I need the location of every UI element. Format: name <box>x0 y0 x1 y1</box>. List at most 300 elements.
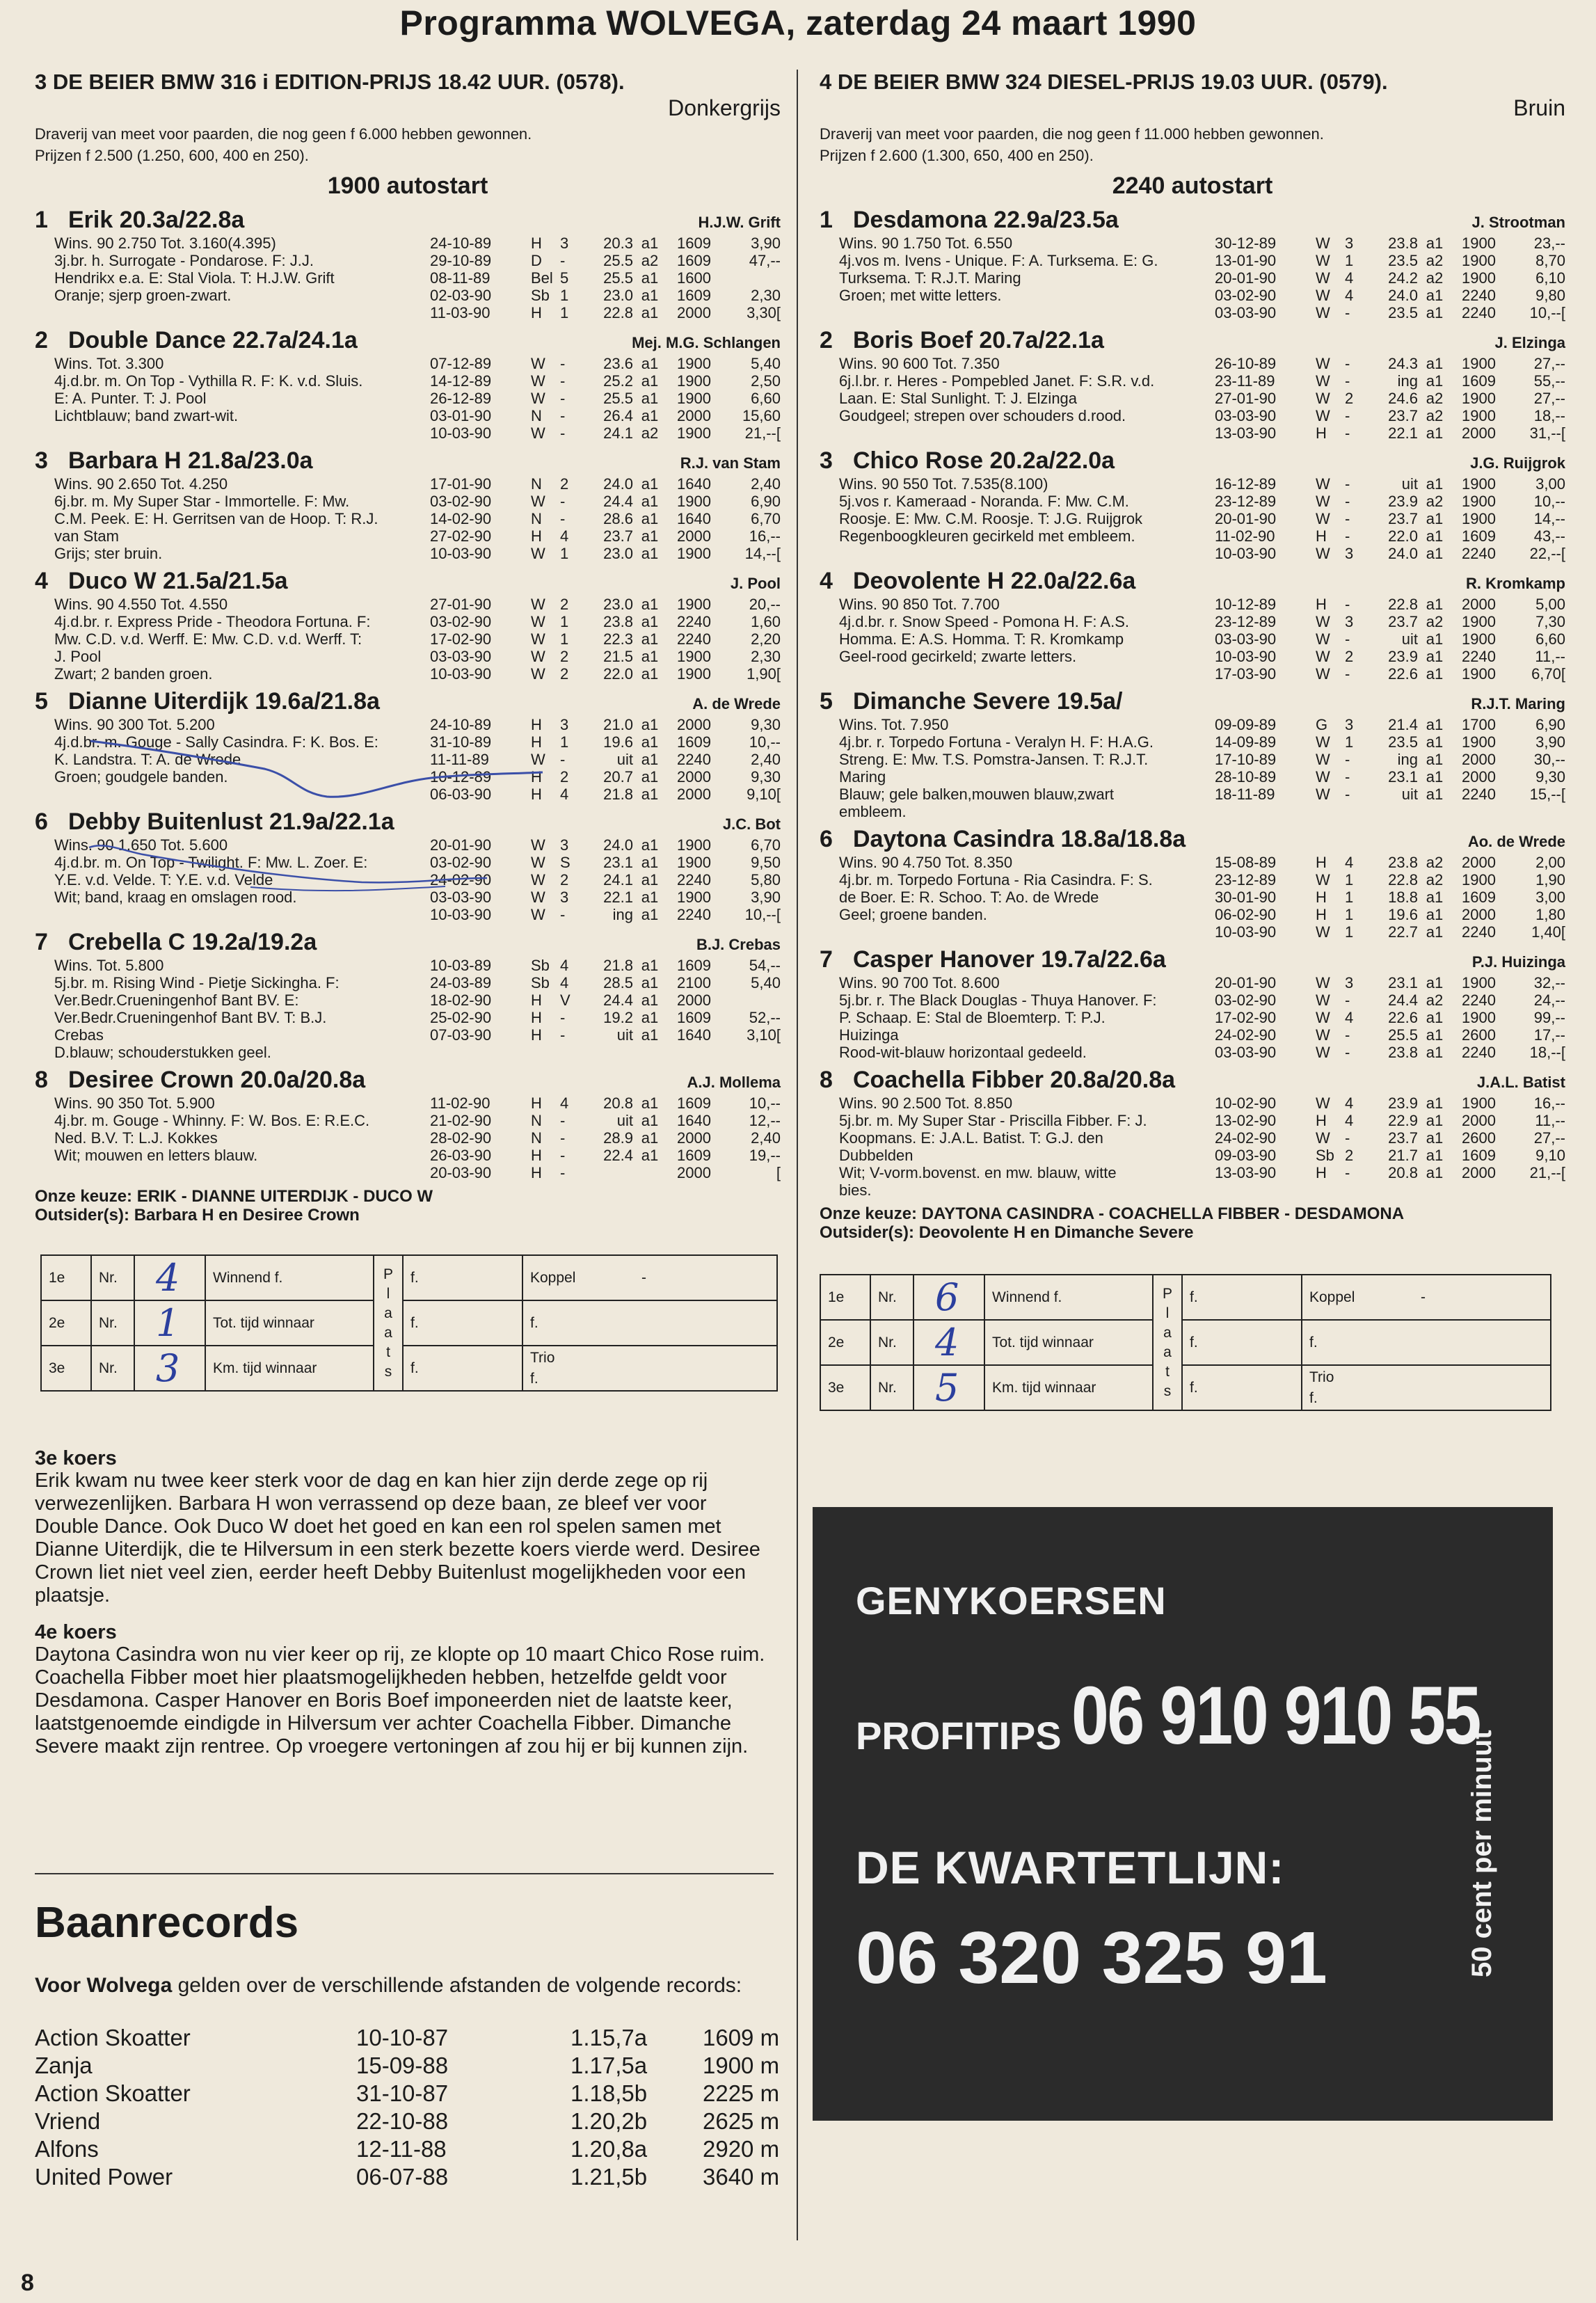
horse-info <box>35 957 430 1061</box>
form-record-cell: W <box>1316 871 1330 888</box>
form-record-cell: 1,90 <box>1535 871 1565 888</box>
horse-name: Daytona Casindra 18.8a/18.8a <box>853 826 1186 852</box>
form-record-cell: - <box>560 906 566 923</box>
horse-info-line: Wins. 90 550 Tot. 7.535(8.100) <box>839 475 1048 493</box>
form-record-cell: 24.4 <box>603 493 633 510</box>
form-record-cell: - <box>560 252 566 269</box>
horse-details <box>35 234 781 321</box>
horse-trainer: B.J. Crebas <box>696 936 781 953</box>
form-record-cell: a1 <box>641 906 659 923</box>
form-record-row <box>1215 527 1565 545</box>
form-record-cell: 22.7 <box>1388 923 1418 941</box>
baanrecord-cell: 1.17,5a <box>570 2053 648 2078</box>
form-record-cell: Sb <box>1316 1147 1334 1164</box>
form-record-cell: 09-03-90 <box>1215 1147 1277 1164</box>
baanrecord-cell: 2920 m <box>703 2136 780 2162</box>
form-record-cell: 23.5 <box>1388 304 1418 321</box>
outsiders-label: Outsider(s): <box>820 1223 915 1242</box>
horse-details <box>820 475 1565 562</box>
horse-header <box>35 327 781 355</box>
race-heading: 4 DE BEIER BMW 324 DIESEL-PRIJS 19.03 UUR. (0579). <box>820 70 1388 94</box>
baanrecord-cell: Vriend <box>35 2108 101 2134</box>
form-record-row <box>1215 510 1565 527</box>
form-record-cell: 2,20 <box>751 630 781 648</box>
form-record-cell: 23.9 <box>1388 648 1418 665</box>
form-record-cell: W <box>1316 991 1330 1009</box>
commentary-text-race-3: Erik kwam nu twee keer sterk voor de dag en kan hier zijn derde zege op rij verwezenlijken. Barbara H won verrassend op deze baan, ze bleef ver voor Double Dance. Ook Duco W doet het goed en kan een rol spelen samen met Dianne Uiterdijk, die te Hilversum in een sterk bezette koers vierde werd. Desiree Crown liet niet veel zien, eerder heeft Debby Buitenlust mogelijkheden voor een plaatsje. <box>35 1469 760 1607</box>
form-record-cell: 18.8 <box>1388 888 1418 906</box>
horse-details <box>820 1094 1565 1199</box>
form-record-cell: 54,-- <box>749 957 781 974</box>
form-record-cell: 1900 <box>677 355 711 372</box>
form-record-row <box>430 304 781 321</box>
form-record-cell: 1 <box>560 733 569 751</box>
horse-number: 1 <box>35 207 48 233</box>
horse-header <box>820 826 1565 854</box>
horse-details <box>35 475 781 562</box>
form-record-cell: 19.6 <box>603 733 633 751</box>
form-record-cell: 2,50 <box>751 372 781 390</box>
form-record-cell: - <box>560 1164 566 1181</box>
koppel-f-field: f. <box>1302 1320 1551 1365</box>
horse-info-line: Wins. 90 1.650 Tot. 5.600 <box>54 836 228 854</box>
form-record-cell: 23.0 <box>603 545 633 562</box>
form-record-cell: W <box>1316 613 1330 630</box>
outsiders-value: Deovolente H en Dimanche Severe <box>918 1223 1194 1242</box>
form-record-cell: 25.5 <box>603 252 633 269</box>
horse-info-line: Oranje; sjerp groen-zwart. <box>54 287 232 304</box>
result-field-label: Km. tijd winnaar <box>984 1365 1153 1410</box>
form-record-cell: a1 <box>1426 786 1444 803</box>
horse-info-line: Wins. 90 2.500 Tot. 8.850 <box>839 1094 1013 1112</box>
form-record-cell: 24.0 <box>603 836 633 854</box>
form-record-cell: 6,60 <box>751 390 781 407</box>
form-record-cell: 13-03-90 <box>1215 1164 1277 1181</box>
horse-header <box>35 1067 781 1094</box>
form-record-cell: 24.0 <box>1388 545 1418 562</box>
horse-trainer: J.A.L. Batist <box>1476 1074 1565 1091</box>
form-record-cell: - <box>1345 372 1350 390</box>
section-divider <box>35 1873 774 1874</box>
form-record-cell: 30-01-90 <box>1215 888 1277 906</box>
form-record-cell: 1900 <box>1462 493 1496 510</box>
plaats-f-field: f. <box>403 1346 522 1391</box>
form-record-cell: 14-02-90 <box>430 510 492 527</box>
horse-form-records <box>430 1094 781 1181</box>
form-record-row <box>430 733 781 751</box>
form-record-cell: 2 <box>1345 390 1354 407</box>
form-record-cell: a1 <box>641 355 659 372</box>
form-record-row <box>1215 1044 1565 1061</box>
form-record-cell: 13-03-90 <box>1215 424 1277 442</box>
horse-info-line: Wins. 90 350 Tot. 5.900 <box>54 1094 215 1112</box>
form-record-cell: a1 <box>641 733 659 751</box>
form-record-cell: 28.9 <box>603 1129 633 1147</box>
horse-name: Boris Boef 20.7a/22.1a <box>853 327 1104 353</box>
form-record-row <box>430 424 781 442</box>
form-record-cell: 30-12-89 <box>1215 234 1277 252</box>
horse-info-line: Wins. 90 4.750 Tot. 8.350 <box>839 854 1013 871</box>
horse-info-line: Groen; met witte letters. <box>839 287 1002 304</box>
form-record-cell: 27,-- <box>1533 1129 1565 1147</box>
form-record-cell: a1 <box>1426 510 1444 527</box>
form-record-cell: 6,70 <box>751 510 781 527</box>
baanrecord-cell: 15-09-88 <box>356 2053 449 2078</box>
form-record-cell: a1 <box>641 372 659 390</box>
horse-name: Desiree Crown 20.0a/20.8a <box>68 1067 366 1093</box>
horse-trainer: P.J. Huizinga <box>1471 953 1565 971</box>
form-record-cell: H <box>1316 527 1327 545</box>
form-record-cell: a2 <box>1426 854 1444 871</box>
horse-entry <box>820 447 1565 562</box>
form-record-cell: 23.8 <box>1388 854 1418 871</box>
horse-info <box>820 716 1215 820</box>
form-record-cell: - <box>1345 510 1350 527</box>
form-record-cell: 1 <box>560 304 569 321</box>
form-record-cell: a1 <box>641 630 659 648</box>
form-record-cell: 2000 <box>677 407 711 424</box>
form-record-cell: 4 <box>1345 287 1354 304</box>
commentary <box>35 1447 774 1772</box>
form-record-cell: 10-12-89 <box>430 768 492 786</box>
form-record-cell: 10-03-90 <box>430 665 492 683</box>
form-record-row <box>430 974 781 991</box>
form-record-cell: 1 <box>560 613 569 630</box>
form-record-cell: uit <box>1401 786 1418 803</box>
our-pick <box>820 1204 1565 1223</box>
form-record-cell: 21,--[ <box>744 424 781 442</box>
nr-label: Nr. <box>870 1275 913 1320</box>
form-record-row <box>430 407 781 424</box>
horse-number: 3 <box>35 447 48 474</box>
horse-name: Barbara H 21.8a/23.0a <box>68 447 313 474</box>
form-record-cell: a1 <box>641 665 659 683</box>
form-record-cell: a1 <box>1426 630 1444 648</box>
horse-info-line: 5j.br. m. Rising Wind - Pietje Sickingha. F: <box>54 974 340 991</box>
form-record-cell: 10-12-89 <box>1215 596 1277 613</box>
form-record-cell: 2 <box>560 596 569 613</box>
form-record-row <box>1215 733 1565 751</box>
form-record-cell: W <box>1316 493 1330 510</box>
horse-name: Crebella C 19.2a/19.2a <box>68 929 317 955</box>
form-record-cell: 9,10[ <box>747 786 781 803</box>
form-record-cell: 23,-- <box>1533 234 1565 252</box>
form-record-row <box>1215 355 1565 372</box>
form-record-cell: 2 <box>1345 648 1354 665</box>
horse-info-line: 4j.d.br. r. Snow Speed - Pomona H. F: A.S. <box>839 613 1129 630</box>
horse-info-line: C.M. Peek. E: H. Gerritsen van de Hoop. T: R.J. <box>54 510 378 527</box>
form-record-cell: - <box>560 355 566 372</box>
form-record-row <box>430 493 781 510</box>
form-record-cell: H <box>531 1009 542 1026</box>
form-record-cell: 32,-- <box>1533 974 1565 991</box>
our-pick-label: Onze keuze: <box>820 1204 918 1223</box>
form-record-cell: 9,30 <box>751 716 781 733</box>
form-record-cell: 23.0 <box>603 596 633 613</box>
plaats-label: P l a a t s <box>1153 1275 1182 1410</box>
form-record-row <box>1215 1147 1565 1164</box>
result-field-label: Km. tijd winnaar <box>205 1346 374 1391</box>
form-record-row <box>1215 234 1565 252</box>
form-record-cell: 3 <box>560 836 569 854</box>
form-record-cell: W <box>1316 372 1330 390</box>
form-record-cell: 8,70 <box>1535 252 1565 269</box>
form-record-cell: 2,40 <box>751 751 781 768</box>
form-record-cell: 24.4 <box>1388 991 1418 1009</box>
horse-name: Deovolente H 22.0a/22.6a <box>853 568 1136 594</box>
horse-name: Casper Hanover 19.7a/22.6a <box>853 946 1166 973</box>
horse-header <box>820 447 1565 475</box>
form-record-cell: 1609 <box>677 1094 711 1112</box>
form-record-cell: 23.7 <box>1388 1129 1418 1147</box>
form-record-cell: a1 <box>641 1026 659 1044</box>
form-record-row <box>430 751 781 768</box>
form-record-cell: 21.5 <box>603 648 633 665</box>
horse-info-line: Wins. 90 850 Tot. 7.700 <box>839 596 1000 613</box>
horse-info <box>820 355 1215 442</box>
form-record-row <box>430 1164 781 1181</box>
form-record-cell: 2240 <box>1462 648 1496 665</box>
form-record-cell: W <box>1316 1129 1330 1147</box>
form-record-cell: W <box>1316 252 1330 269</box>
baanrecord-cell: 06-07-88 <box>356 2164 449 2190</box>
form-record-row <box>1215 871 1565 888</box>
trio-field <box>522 1346 777 1391</box>
form-record-row <box>1215 304 1565 321</box>
form-record-cell: a1 <box>641 974 659 991</box>
form-record-cell: H <box>1316 424 1327 442</box>
form-record-cell: 3 <box>560 716 569 733</box>
horse-form-records <box>1215 1094 1565 1199</box>
form-record-cell: a1 <box>1426 1044 1444 1061</box>
form-record-cell: H <box>531 1026 542 1044</box>
form-record-cell: a2 <box>1426 991 1444 1009</box>
form-record-cell: a1 <box>641 648 659 665</box>
form-record-cell: 10-03-90 <box>430 424 492 442</box>
horse-form-records <box>1215 854 1565 941</box>
horse-entry <box>35 207 781 321</box>
form-record-cell: 3,90 <box>751 888 781 906</box>
form-record-cell: - <box>1345 665 1350 683</box>
form-record-cell: H <box>531 234 542 252</box>
form-record-cell: H <box>1316 1112 1327 1129</box>
form-record-cell: a1 <box>641 287 659 304</box>
form-record-cell: W <box>531 906 545 923</box>
form-record-cell: W <box>1316 1026 1330 1044</box>
form-record-cell: W <box>1316 768 1330 786</box>
form-record-row <box>1215 768 1565 786</box>
form-record-row <box>430 1094 781 1112</box>
form-record-cell: - <box>1345 475 1350 493</box>
form-record-cell: a1 <box>1426 475 1444 493</box>
form-record-cell: 24-10-89 <box>430 716 492 733</box>
form-record-cell: 17-03-90 <box>1215 665 1277 683</box>
form-record-cell: 2240 <box>677 613 711 630</box>
horse-name: Desdamona 22.9a/23.5a <box>853 207 1119 233</box>
form-record-cell: 26-12-89 <box>430 390 492 407</box>
form-record-cell: 4 <box>1345 1009 1354 1026</box>
form-record-cell: 24.4 <box>603 991 633 1009</box>
form-record-cell: 1900 <box>1462 1009 1496 1026</box>
form-record-cell: 07-03-90 <box>430 1026 492 1044</box>
form-record-cell: 24-02-90 <box>1215 1026 1277 1044</box>
form-record-cell: a1 <box>641 888 659 906</box>
form-record-cell: 1 <box>560 630 569 648</box>
form-record-cell: 1 <box>560 545 569 562</box>
form-record-cell: uit <box>616 1112 633 1129</box>
horse-number: 5 <box>35 688 48 715</box>
horse-entry <box>820 327 1565 442</box>
form-record-cell: 11,-- <box>1535 1112 1565 1129</box>
form-record-cell: 23.7 <box>603 527 633 545</box>
form-record-row <box>1215 648 1565 665</box>
form-record-row <box>430 871 781 888</box>
form-record-cell: 23-11-89 <box>1215 372 1275 390</box>
plaats-f-field: f. <box>1182 1320 1302 1365</box>
horse-info-line: Groen; goudgele banden. <box>54 768 228 786</box>
horse-info-line: E: A. Punter. T: J. Pool <box>54 390 207 407</box>
form-record-cell: 3,00 <box>1535 475 1565 493</box>
form-record-cell: 2000 <box>677 716 711 733</box>
horse-info-line: Goudgeel; strepen over schouders d.rood. <box>839 407 1126 424</box>
koppel-field <box>522 1255 777 1300</box>
form-record-cell: 08-11-89 <box>430 269 490 287</box>
horse-name: Dianne Uiterdijk 19.6a/21.8a <box>68 688 380 715</box>
nr-label: Nr. <box>870 1365 913 1410</box>
form-record-cell: 17-10-89 <box>1215 751 1277 768</box>
form-record-cell: 3 <box>1345 716 1354 733</box>
form-record-cell: 10-03-90 <box>430 906 492 923</box>
form-record-cell: 2000 <box>1462 906 1496 923</box>
form-record-row <box>430 613 781 630</box>
horse-info-line: Y.E. v.d. Velde. T: Y.E. v.d. Velde <box>54 871 273 888</box>
form-record-cell: 2,00 <box>1535 854 1565 871</box>
form-record-cell: 27,-- <box>1533 390 1565 407</box>
form-record-cell: 10,--[ <box>1529 304 1565 321</box>
form-record-cell: 03-02-90 <box>430 613 492 630</box>
baanrecord-row <box>35 2080 780 2108</box>
form-record-row <box>430 287 781 304</box>
form-record-cell: 2000 <box>677 991 711 1009</box>
koppel-label: Koppel <box>1309 1289 1355 1305</box>
form-record-cell: - <box>1345 1026 1350 1044</box>
form-record-cell: 21,--[ <box>1529 1164 1565 1181</box>
race-heading: 3 DE BEIER BMW 316 i EDITION-PRIJS 18.42 UUR. (0578). <box>35 70 625 94</box>
form-record-cell: H <box>531 733 542 751</box>
horse-info-line: 6j.l.br. r. Heres - Pompebled Janet. F: S.R. v.d. <box>839 372 1155 390</box>
horse-trainer: R.J. van Stam <box>680 454 781 472</box>
form-record-cell: 2,40 <box>751 475 781 493</box>
horse-form-records <box>430 355 781 442</box>
horse-trainer: A.J. Mollema <box>687 1074 781 1091</box>
horse-info-line: Wit; V-vorm.bovenst. en mw. blauw, witte <box>839 1164 1117 1181</box>
form-record-cell: 3,30[ <box>747 304 781 321</box>
form-record-cell: 5,80 <box>751 871 781 888</box>
result-table-race-4 <box>820 1274 1551 1411</box>
result-field-label: Winnend f. <box>205 1255 374 1300</box>
ad-line-profitips: PROFITIPS <box>856 1714 1062 1758</box>
form-record-cell: 1900 <box>677 836 711 854</box>
form-record-cell: 1900 <box>1462 234 1496 252</box>
form-record-cell: 17-01-90 <box>430 475 492 493</box>
form-record-cell: 2000 <box>1462 751 1496 768</box>
horse-info-line: Wins. 90 2.750 Tot. 3.160(4.395) <box>54 234 276 252</box>
form-record-cell: uit <box>1401 475 1418 493</box>
horse-info-line: 4j.br. r. Torpedo Fortuna - Veralyn H. F: H.A.G. <box>839 733 1154 751</box>
form-record-cell: H <box>1316 1164 1327 1181</box>
form-record-cell: - <box>1345 1164 1350 1181</box>
race-4-column <box>820 70 1565 1242</box>
form-record-cell: a1 <box>1426 888 1444 906</box>
baanrecord-cell: 22-10-88 <box>356 2108 449 2134</box>
form-record-cell: 1900 <box>677 424 711 442</box>
koppel-field <box>1302 1275 1551 1320</box>
form-record-row <box>1215 923 1565 941</box>
horse-info-line: Wins. Tot. 7.950 <box>839 716 949 733</box>
form-record-cell: 2 <box>1345 1147 1354 1164</box>
form-record-cell: 22.1 <box>603 888 633 906</box>
ad-price-note: 50 cent per minuut <box>1467 1730 1497 1977</box>
horse-info-line: Wins. 90 600 Tot. 7.350 <box>839 355 1000 372</box>
form-record-cell: - <box>560 1112 566 1129</box>
horse-details <box>820 234 1565 321</box>
form-record-cell: 24,-- <box>1533 991 1565 1009</box>
form-record-row <box>1215 1094 1565 1112</box>
form-record-cell: 2000 <box>1462 424 1496 442</box>
form-record-cell: 1609 <box>1462 372 1496 390</box>
form-record-row <box>430 991 781 1009</box>
form-record-cell: V <box>560 991 570 1009</box>
horse-form-records <box>430 957 781 1061</box>
form-record-cell: 9,10 <box>1535 1147 1565 1164</box>
horse-entry <box>35 808 781 923</box>
form-record-cell: 1609 <box>1462 888 1496 906</box>
horse-entry <box>35 929 781 1061</box>
form-record-cell: 10-03-90 <box>1215 923 1277 941</box>
form-record-cell: W <box>531 836 545 854</box>
form-record-cell: 6,70 <box>751 836 781 854</box>
horse-info-line: Turksema. T: R.J.T. Maring <box>839 269 1021 287</box>
horse-info-line: Zwart; 2 banden groen. <box>54 665 213 683</box>
horse-number: 7 <box>35 929 48 955</box>
horse-entry <box>820 568 1565 683</box>
baanrecord-cell: 2625 m <box>703 2108 780 2134</box>
form-record-cell: 23.5 <box>1388 733 1418 751</box>
horse-number: 1 <box>820 207 833 233</box>
place-label: 2e <box>820 1320 870 1365</box>
baanrecords-title: Baanrecords <box>35 1899 299 1947</box>
form-record-cell: W <box>1316 355 1330 372</box>
form-record-row <box>1215 1164 1565 1181</box>
form-record-cell: 2240 <box>1462 287 1496 304</box>
form-record-cell: a1 <box>1426 1164 1444 1181</box>
form-record-cell: 21.7 <box>1388 1147 1418 1164</box>
trio-f-label: f. <box>530 1370 538 1387</box>
form-record-cell: 1609 <box>677 957 711 974</box>
horse-info-line: Wins. 90 1.750 Tot. 6.550 <box>839 234 1013 252</box>
form-record-cell: 3,10[ <box>747 1026 781 1044</box>
outsiders-value: Barbara H en Desiree Crown <box>134 1206 360 1225</box>
form-record-cell: - <box>1345 991 1350 1009</box>
form-record-row <box>430 372 781 390</box>
form-record-cell: H <box>531 768 542 786</box>
horse-details <box>35 716 781 803</box>
form-record-cell: 28-10-89 <box>1215 768 1277 786</box>
race-start-type: 2240 autostart <box>1112 173 1273 199</box>
plaats-f-field: f. <box>403 1255 522 1300</box>
form-record-cell: S <box>560 854 570 871</box>
horse-number: 8 <box>35 1067 48 1093</box>
